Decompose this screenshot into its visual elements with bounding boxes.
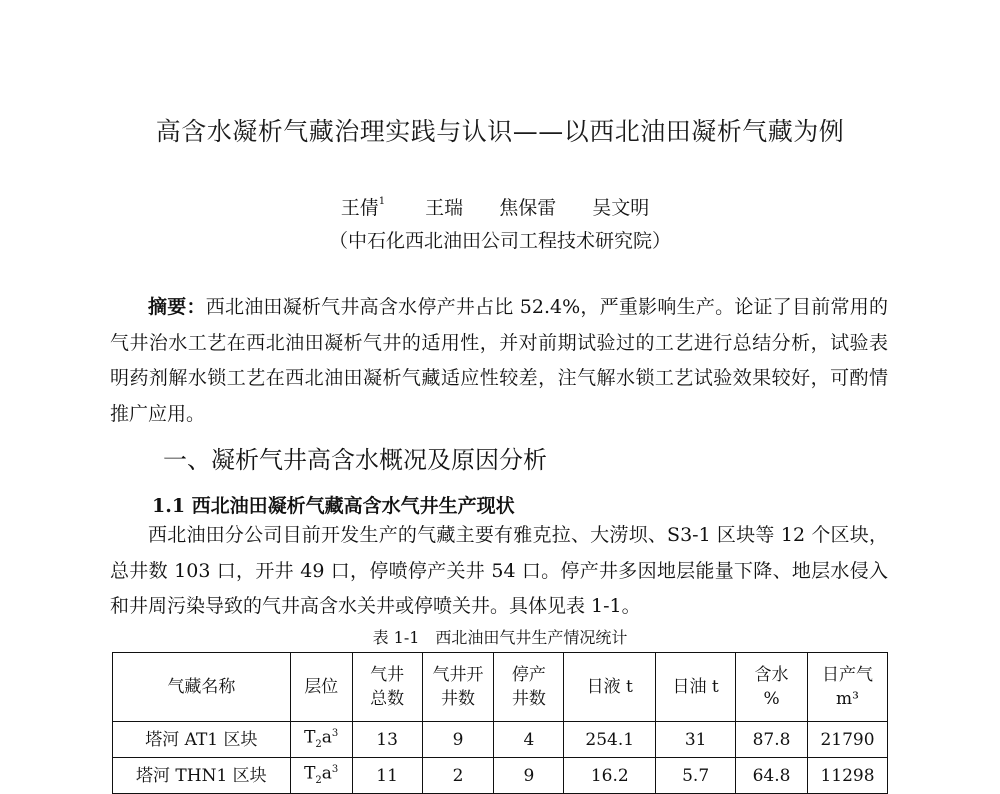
paper-title: 高含水凝析气藏治理实践与认识——以西北油田凝析气藏为例 — [155, 117, 845, 146]
table-row — [113, 722, 888, 758]
header-water: 含水 % — [736, 653, 808, 722]
author-2: 王瑞 — [425, 197, 464, 219]
cell-total: 13 — [352, 722, 422, 758]
cell-total: 11 — [352, 758, 422, 794]
cell-stop: 4 — [494, 722, 564, 758]
cell-layer: $T_2a^3$ — [290, 758, 352, 794]
header-open: 气井开 井数 — [422, 653, 494, 722]
author-3: 焦保雷 — [499, 197, 557, 219]
cell-open: 2 — [422, 758, 494, 794]
cell-layer: $T_2a^3$ — [290, 722, 352, 758]
author-1: 王倩 — [340, 197, 379, 219]
author-list — [0, 193, 1000, 220]
cell-name: 塔河 THN1 区块 — [113, 758, 291, 794]
abstract — [110, 290, 888, 432]
table-row — [113, 758, 888, 794]
abstract-text: 西北油田凝析气井高含水停产井占比 52.4%，严重影响生产。论证了目前常用的气井治水工艺在西北油田凝析气井的适用性，并对前期试验过的工艺进行总结分析，试验表明药剂解水锁工艺在西北油田凝析气藏适应性较差，注气解水锁工艺试验效果较好，可酌情推广应用。 — [110, 296, 888, 425]
cell-water: 87.8 — [736, 722, 808, 758]
header-oil: 日油 t — [656, 653, 736, 722]
table-header-row — [113, 653, 888, 722]
affiliation: （中石化西北油田公司工程技术研究院） — [328, 230, 671, 252]
subsection-heading-1-1: 1.1 西北油田凝析气藏高含水气井生产现状 — [152, 495, 515, 517]
author-4: 吴文明 — [592, 197, 650, 219]
header-stop: 停产 井数 — [494, 653, 564, 722]
cell-gas: 21790 — [808, 722, 888, 758]
cell-stop: 9 — [494, 758, 564, 794]
header-name: 气藏名称 — [113, 653, 291, 722]
cell-liquid: 16.2 — [564, 758, 656, 794]
cell-name: 塔河 AT1 区块 — [113, 722, 291, 758]
cell-liquid: 254.1 — [564, 722, 656, 758]
cell-water: 64.8 — [736, 758, 808, 794]
header-liquid: 日液 t — [564, 653, 656, 722]
section-heading-1: 一、凝析气井高含水概况及原因分析 — [163, 446, 547, 474]
author-1-affiliation-mark: 1 — [378, 196, 386, 207]
cell-open: 9 — [422, 722, 494, 758]
header-layer: 层位 — [290, 653, 352, 722]
cell-gas: 11298 — [808, 758, 888, 794]
cell-oil: 5.7 — [656, 758, 736, 794]
gas-well-table — [112, 652, 888, 794]
abstract-label: 摘要： — [148, 296, 206, 318]
body-paragraph: 西北油田分公司目前开发生产的气藏主要有雅克拉、大涝坝、S3-1 区块等 12 个区块，总井数 103 口，开井 49 口，停喷停产关井 54 口。停产井多因地层能量下降、地层水侵入和井周污染导致的气井高含水关井或停喷关井。具体见表 1-1。 — [110, 524, 888, 617]
table-caption: 表 1-1 西北油田气井生产情况统计 — [372, 628, 628, 647]
header-total: 气井 总数 — [352, 653, 422, 722]
header-gas: 日产气 m³ — [808, 653, 888, 722]
cell-oil: 31 — [656, 722, 736, 758]
